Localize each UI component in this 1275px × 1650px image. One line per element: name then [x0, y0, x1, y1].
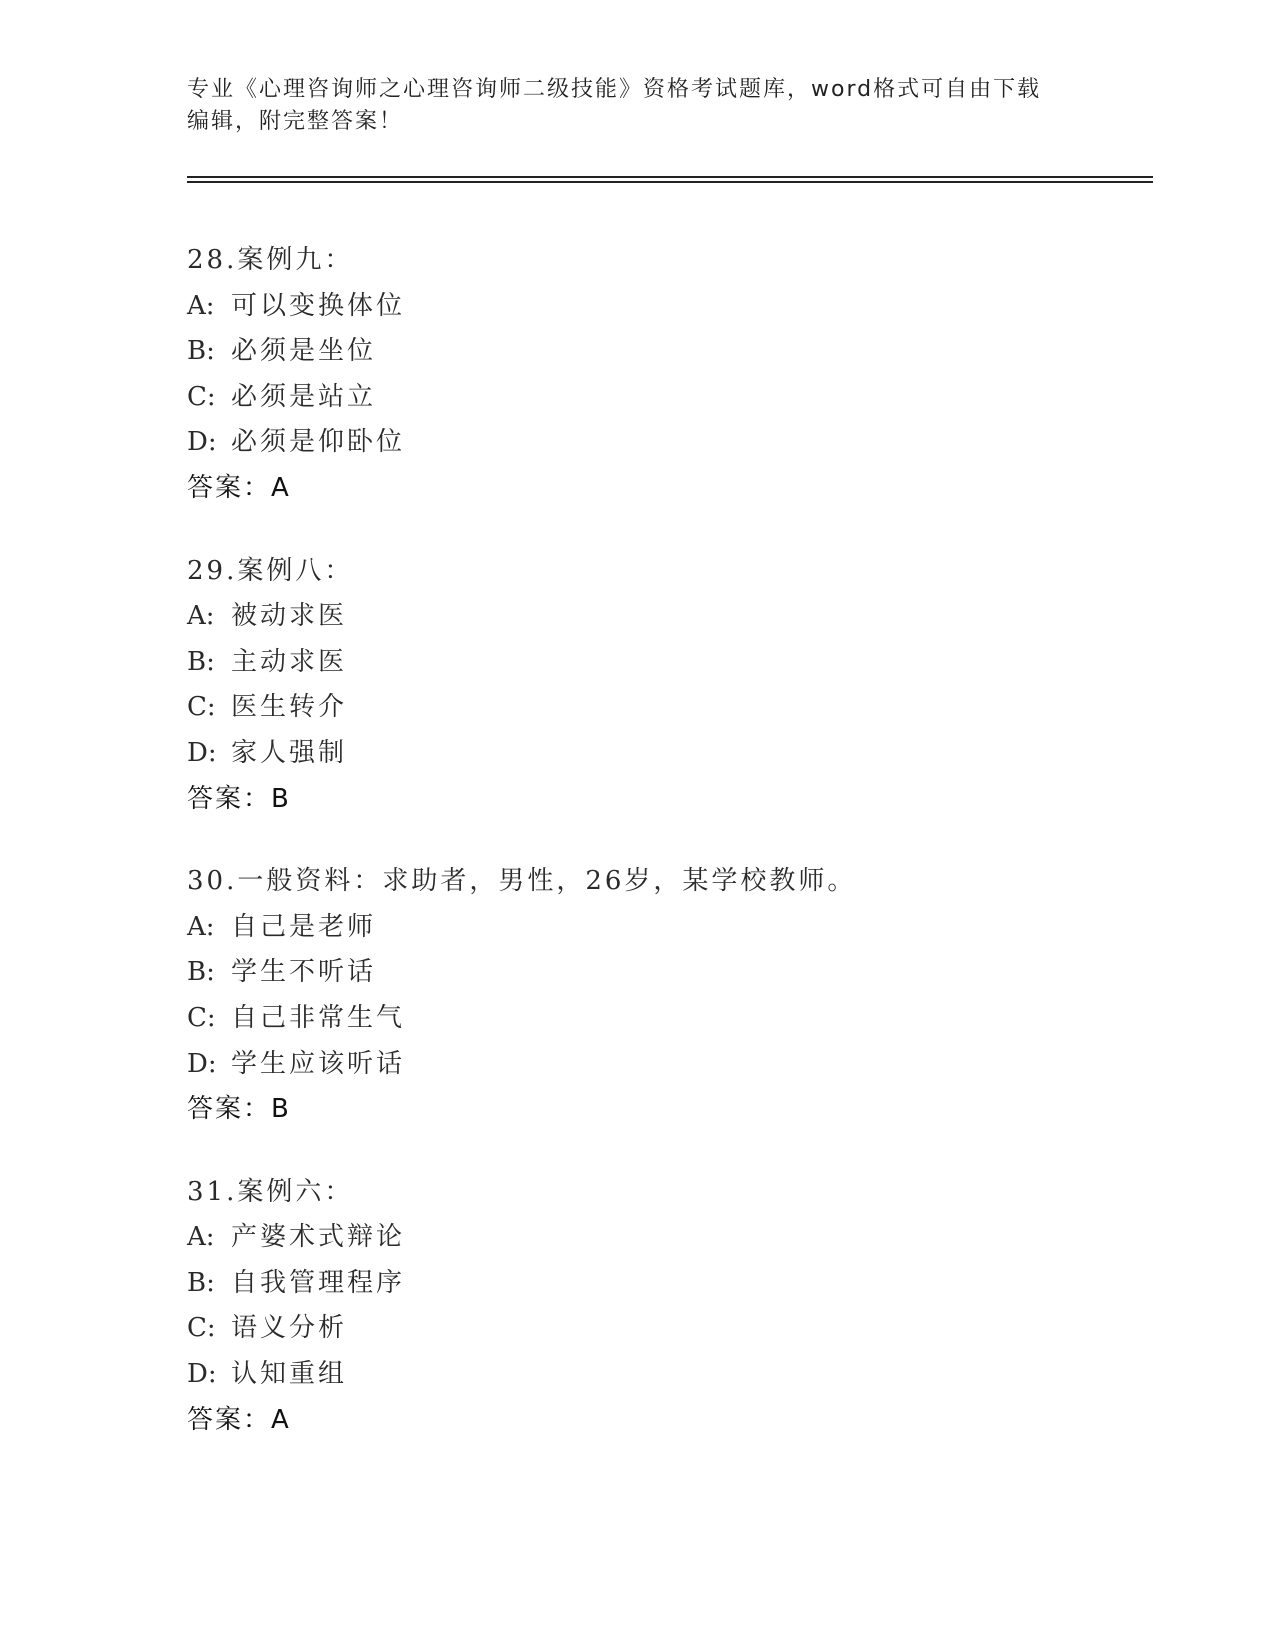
option-c [187, 996, 1147, 1042]
header-divider-bottom [187, 181, 1153, 183]
option-label: D: [187, 1048, 217, 1079]
option-text: 自己非常生气 [231, 1002, 406, 1033]
option-label: C: [187, 1313, 216, 1344]
option-text: 产婆术式辩论 [231, 1222, 406, 1253]
option-label: C: [187, 381, 216, 412]
question-title: 28.案例九： [187, 245, 354, 275]
option-text: 自我管理程序 [231, 1267, 406, 1298]
option-label: B: [187, 1267, 215, 1298]
document-header [187, 74, 1067, 138]
option-c [187, 685, 1147, 731]
answer-line: 答案：A [187, 472, 291, 503]
option-text: 必须是站立 [231, 381, 377, 412]
option-d [187, 1042, 1147, 1088]
answer-line: 答案：B [187, 1094, 291, 1125]
option-label: B: [187, 646, 215, 677]
option-d [187, 420, 1147, 466]
option-text: 医生转介 [231, 692, 348, 723]
header-line-2: 编辑，附完整答案！ [187, 109, 404, 134]
question-title: 31.案例六： [187, 1176, 354, 1207]
header-line-1: 专业《心理咨询师之心理咨询师二级技能》资格考试题库，word格式可自由下载 [187, 77, 1042, 102]
question-28 [187, 238, 1147, 512]
option-text: 学生应该听话 [231, 1048, 406, 1079]
option-label: C: [187, 1002, 216, 1033]
option-d [187, 731, 1147, 777]
option-text: 可以变换体位 [231, 290, 406, 321]
option-a [187, 284, 1147, 330]
question-title: 29.案例八： [187, 555, 354, 586]
option-label: B: [187, 336, 215, 367]
option-text: 必须是坐位 [231, 336, 377, 367]
option-text: 学生不听话 [231, 957, 377, 988]
option-label: A: [187, 290, 215, 321]
option-text: 被动求医 [231, 601, 348, 632]
answer-line: 答案：B [187, 783, 291, 814]
option-label: A: [187, 1222, 215, 1253]
option-text: 家人强制 [231, 737, 348, 768]
option-label: D: [187, 1359, 217, 1390]
option-b [187, 950, 1147, 996]
option-label: A: [187, 601, 215, 632]
option-d [187, 1352, 1147, 1398]
question-list [187, 238, 1147, 1480]
question-29 [187, 549, 1147, 823]
question-31 [187, 1170, 1147, 1444]
option-a [187, 905, 1147, 951]
option-label: D: [187, 737, 217, 768]
option-text: 主动求医 [231, 646, 348, 677]
answer-line: 答案：A [187, 1404, 291, 1435]
question-title: 30.一般资料：求助者，男性，26岁，某学校教师。 [187, 866, 857, 897]
option-text: 必须是仰卧位 [231, 427, 406, 458]
option-a [187, 594, 1147, 640]
option-text: 认知重组 [231, 1359, 348, 1390]
option-label: A: [187, 911, 215, 942]
option-c [187, 375, 1147, 421]
question-30 [187, 859, 1147, 1133]
option-text: 语义分析 [231, 1313, 348, 1344]
option-label: B: [187, 957, 215, 988]
option-label: D: [187, 427, 217, 458]
option-label: C: [187, 692, 216, 723]
option-text: 自己是老师 [231, 911, 377, 942]
option-b [187, 329, 1147, 375]
option-a [187, 1215, 1147, 1261]
option-b [187, 640, 1147, 686]
option-c [187, 1306, 1147, 1352]
option-b [187, 1261, 1147, 1307]
header-divider-top [187, 176, 1153, 178]
